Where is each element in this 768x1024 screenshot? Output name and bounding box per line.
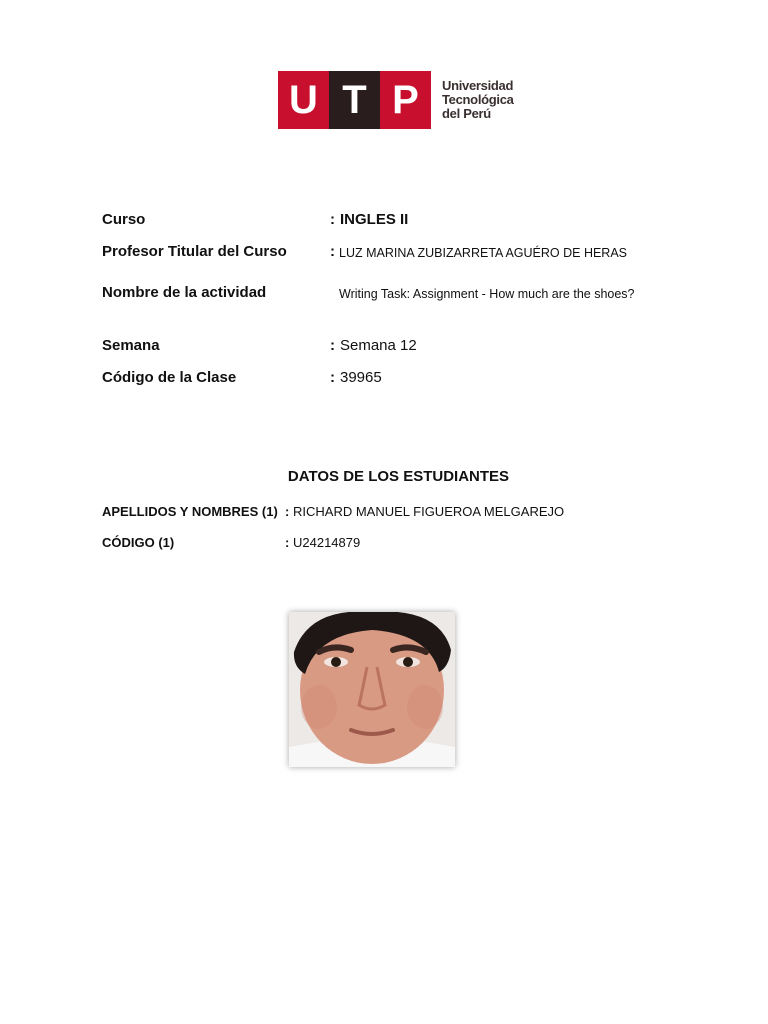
codigo-clase-colon: : xyxy=(330,369,335,386)
logo-letter-t: T xyxy=(329,71,380,129)
profesor-colon: : xyxy=(330,243,335,260)
actividad-value: Writing Task: Assignment - How much are the shoes? xyxy=(339,287,635,301)
curso-value: INGLES II xyxy=(340,211,409,228)
student-name-value: RICHARD MANUEL FIGUEROA MELGAREJO xyxy=(293,504,565,519)
student-photo xyxy=(289,612,455,767)
curso-colon: : xyxy=(330,211,335,228)
logo-text-line-3: del Perú xyxy=(442,106,491,121)
curso-label: Curso xyxy=(102,211,146,228)
codigo-clase-value: 39965 xyxy=(340,369,382,386)
actividad-label: Nombre de la actividad xyxy=(102,284,267,301)
student-code-colon: : xyxy=(285,535,290,550)
profesor-value: LUZ MARINA ZUBIZARRETA AGUÉRO DE HERAS xyxy=(339,246,628,260)
semana-label: Semana xyxy=(102,337,160,354)
codigo-clase-label: Código de la Clase xyxy=(102,369,237,386)
face-illustration xyxy=(289,612,455,767)
students-section-title: DATOS DE LOS ESTUDIANTES xyxy=(287,468,510,485)
profesor-label: Profesor Titular del Curso xyxy=(102,243,287,260)
student-name-colon: : xyxy=(285,504,290,519)
student-code-value: U24214879 xyxy=(293,535,361,550)
student-name-label: APELLIDOS Y NOMBRES (1) xyxy=(102,504,278,519)
logo-text-line-1: Universidad xyxy=(442,78,514,93)
semana-colon: : xyxy=(330,337,335,354)
semana-value: Semana 12 xyxy=(340,337,417,354)
student-code-label: CÓDIGO (1) xyxy=(102,535,175,550)
logo-letter-p: P xyxy=(380,71,431,129)
utp-logo xyxy=(278,71,514,129)
logo-letter-u: U xyxy=(278,71,329,129)
logo-text-line-2: Tecnológica xyxy=(442,92,514,107)
logo-wordmark xyxy=(442,79,514,121)
